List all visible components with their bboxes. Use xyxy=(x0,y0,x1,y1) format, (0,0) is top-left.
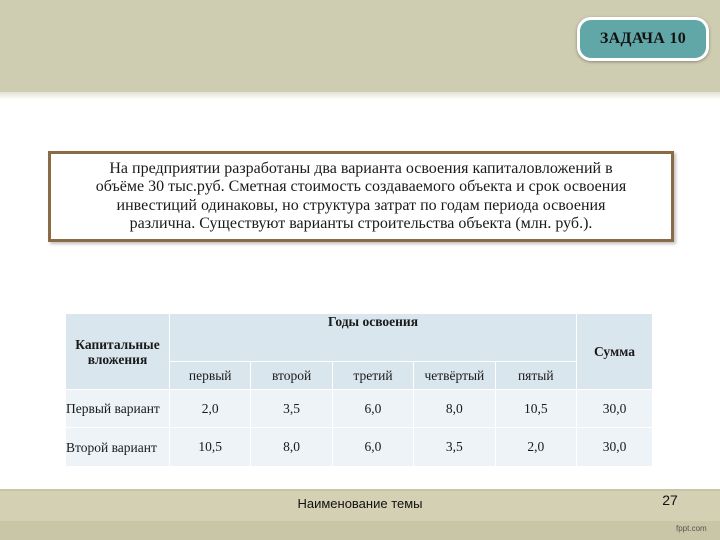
table-row xyxy=(66,428,653,467)
year-header-cell: третий xyxy=(332,362,413,390)
investment-table xyxy=(65,313,653,467)
value-cell: 6,0 xyxy=(332,428,413,467)
sum-header-cell: Сумма xyxy=(577,314,653,390)
years-header-cell: Годы освоения xyxy=(170,314,577,362)
top-band-shadow xyxy=(0,92,720,100)
sum-cell: 30,0 xyxy=(577,428,653,467)
year-header-cell: пятый xyxy=(495,362,576,390)
value-cell: 3,5 xyxy=(251,390,332,428)
year-header-cell: второй xyxy=(251,362,332,390)
problem-line: объёме 30 тыс.руб. Сметная стоимость создаваемого объекта и срок освоения xyxy=(95,178,627,195)
table-row xyxy=(66,390,653,428)
year-header-cell: четвёртый xyxy=(414,362,495,390)
value-cell: 2,0 xyxy=(170,390,251,428)
watermark-text: fppt.com xyxy=(676,524,707,533)
year-header-cell: первый xyxy=(170,362,251,390)
problem-line: На предприятии разработаны два варианта освоения капиталовложений в xyxy=(109,159,613,177)
capital-header-cell: Капитальные вложения xyxy=(66,314,170,390)
row-label-cell: Первый вариант xyxy=(66,390,170,428)
value-cell: 8,0 xyxy=(251,428,332,467)
value-cell: 10,5 xyxy=(495,390,576,428)
problem-line: различна. Существуют варианты строительства объекта (млн. руб.). xyxy=(129,215,593,232)
table-header-row xyxy=(66,314,653,362)
value-cell: 6,0 xyxy=(332,390,413,428)
sum-cell: 30,0 xyxy=(577,390,653,428)
problem-statement-box xyxy=(48,151,674,242)
task-badge: ЗАДАЧА 10 xyxy=(577,17,709,61)
problem-line: инвестиций одинаковы, но структура затрат по годам периода освоения xyxy=(116,196,606,214)
row-label-cell: Второй вариант xyxy=(66,428,170,467)
value-cell: 2,0 xyxy=(495,428,576,467)
value-cell: 8,0 xyxy=(414,390,495,428)
footer-title: Наименование темы xyxy=(297,496,423,511)
value-cell: 10,5 xyxy=(170,428,251,467)
problem-text xyxy=(96,160,627,234)
page-number: 27 xyxy=(662,492,678,508)
value-cell: 3,5 xyxy=(414,428,495,467)
